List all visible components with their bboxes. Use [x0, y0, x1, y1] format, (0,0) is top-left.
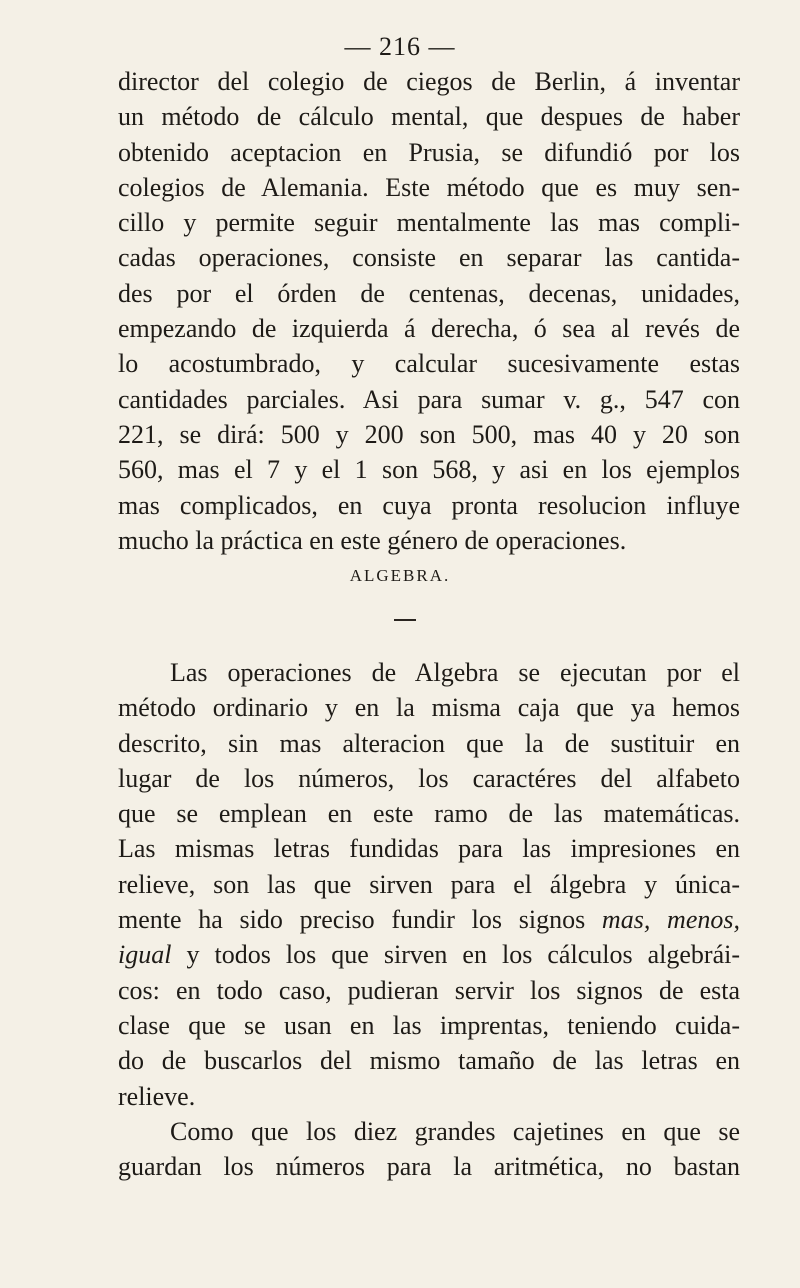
text-line: método ordinario y en la misma caja que ya hemos [118, 693, 740, 723]
text-line: Como que los diez grandes cajetines en que se [170, 1116, 740, 1146]
text-line: guardan los números para la aritmética, no bastan [118, 1152, 740, 1182]
text-line [118, 902, 740, 937]
italic-signs: mas, menos, [601, 905, 740, 935]
text-line: descrito, sin mas alteracion que la de sustituir en [118, 728, 740, 758]
text-line: do de buscarlos del mismo tamaño de las letras en [118, 1046, 740, 1076]
text-line: relieve. [118, 1081, 196, 1111]
text-line: director del colegio de ciegos de Berlin, á inventar [118, 67, 740, 96]
paragraph-mental-calculation [118, 64, 740, 558]
text-line: cos: en todo caso, pudieran servir los signos de esta [118, 975, 740, 1005]
text-line: mas complicados, en cuya pronta resolucion influye [118, 490, 740, 520]
text-line: colegios de Alemania. Este método que es muy sen- [118, 172, 740, 202]
paragraph-algebra [118, 655, 740, 1184]
text-line [118, 937, 740, 972]
text-line: Las mismas letras fundidas para las impresiones en [118, 834, 740, 864]
text-line: cantidades parciales. Asi para sumar v. g., 547 con [118, 384, 740, 414]
text-line: des por el órden de centenas, decenas, unidades, [118, 278, 740, 308]
text-line: obtenido aceptacion en Prusia, se difundió por los [118, 137, 740, 167]
text-line: lo acostumbrado, y calcular sucesivamente estas [118, 349, 740, 379]
text-line: mucho la práctica en este género de operaciones. [118, 525, 627, 555]
text-line: cadas operaciones, consiste en separar las cantida- [118, 243, 740, 273]
italic-equal: igual [118, 940, 172, 970]
text-line: lugar de los números, los caractéres del alfabeto [118, 763, 740, 793]
text-line: cillo y permite seguir mentalmente las mas compli- [118, 208, 740, 238]
text-line: que se emplean en este ramo de las matemáticas. [118, 799, 740, 829]
text-segment: mente ha sido preciso fundir los signos [118, 905, 602, 935]
text-line: empezando de izquierda á derecha, ó sea al revés de [118, 314, 740, 344]
text-line: 560, mas el 7 y el 1 son 568, y asi en los ejemplos [118, 455, 740, 485]
text-line: relieve, son las que sirven para el álgebra y única- [118, 869, 740, 899]
text-segment: y todos los que sirven en los cálculos algebrái- [171, 940, 740, 970]
section-divider [394, 619, 416, 621]
text-line: un método de cálculo mental, que despues de haber [118, 102, 740, 132]
section-title-algebra: ALGEBRA. [349, 566, 451, 585]
text-line: Las operaciones de Algebra se ejecutan por el [170, 658, 740, 687]
text-line: 221, se dirá: 500 y 200 son 500, mas 40 y 20 son [118, 419, 740, 449]
text-line: clase que se usan en las imprentas, teniendo cuida- [118, 1010, 740, 1040]
page-number-header: — 216 — [344, 32, 456, 61]
